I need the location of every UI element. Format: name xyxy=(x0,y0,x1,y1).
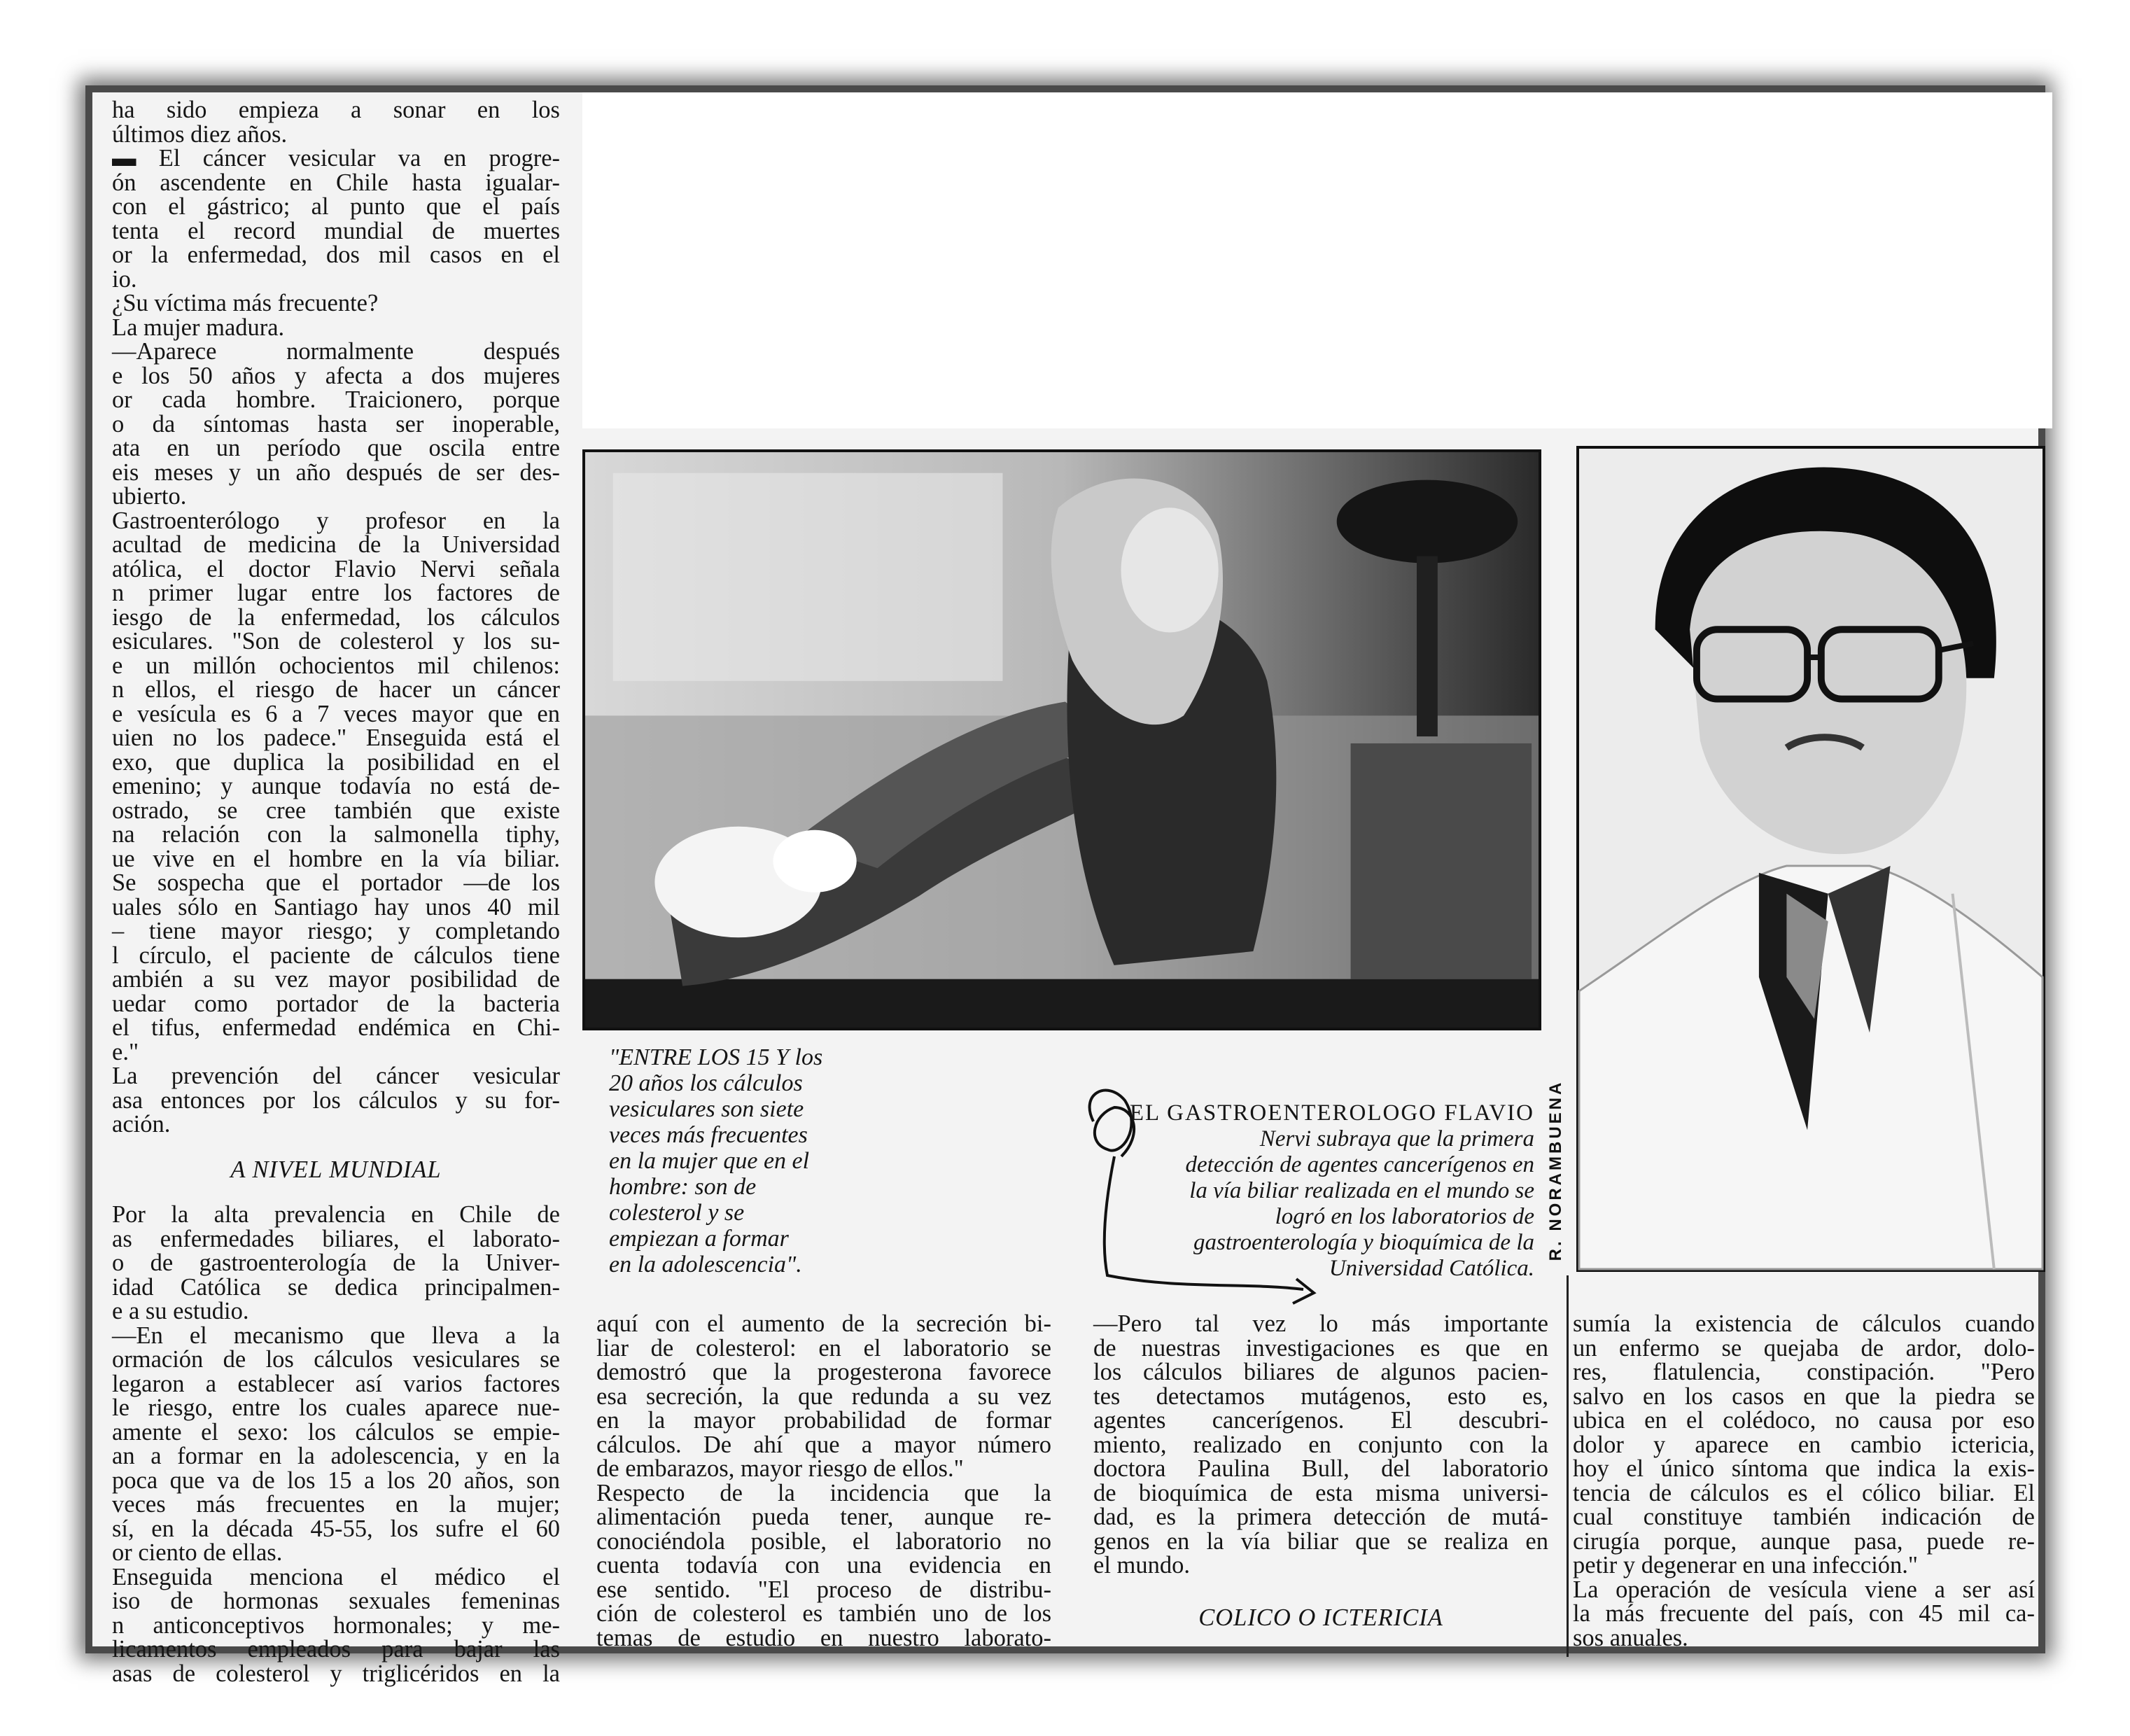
article-line: la más frecuente del país, con 45 mil ca- xyxy=(1573,1600,2035,1627)
article-line: —Aparece normalmente después xyxy=(112,338,560,365)
caption-line: la vía biliar realizada en el mundo se xyxy=(1189,1178,1534,1203)
article-line: cuenta todavía con una evidencia en xyxy=(596,1552,1051,1578)
article-line: le riesgo, entre los cuales aparece nue- xyxy=(112,1394,560,1421)
article-line: ostrado, se cree también que existe xyxy=(112,797,560,824)
article-line: Por la alta prevalencia en Chile de xyxy=(112,1201,560,1228)
article-line: cual constituye también indicación de xyxy=(1573,1504,2035,1530)
article-line: ambién a su vez mayor posibilidad de xyxy=(112,966,560,993)
article-line: an a formar en la adolescencia, y en la xyxy=(112,1443,560,1469)
photo-doctor-image xyxy=(1579,449,2043,1269)
article-line: aquí con el aumento de la secreción bi- xyxy=(596,1310,1051,1337)
article-line: miento, realizado en conjunto con la xyxy=(1093,1431,1548,1458)
article-line: de embarazos, mayor riesgo de ellos." xyxy=(596,1455,964,1482)
subhead-colico-o-ictericia: COLICO O ICTERICIA xyxy=(1198,1604,1443,1631)
article-column-4 xyxy=(1573,1312,2035,1650)
article-line: conociéndola posible, el laboratorio no xyxy=(596,1527,1051,1555)
article-line: de bioquímica de esta misma universi- xyxy=(1093,1479,1548,1506)
article-line: ata en un período que oscila entre xyxy=(112,435,560,461)
article-line: or ciento de ellas. xyxy=(112,1539,283,1566)
article-line: ha sido empieza a sonar en los xyxy=(112,97,560,123)
subhead-a-nivel-mundial: A NIVEL MUNDIAL xyxy=(230,1156,442,1183)
article-line: asas de colesterol y triglicéridos en la xyxy=(112,1660,560,1687)
article-line: idad Católica se dedica principalmen- xyxy=(112,1273,560,1301)
article-line: n anticonceptivos hormonales; y me- xyxy=(112,1611,560,1639)
caption-line: empiezan a formar xyxy=(609,1226,789,1252)
caption-line: 20 años los cálculos xyxy=(609,1070,803,1096)
article-line: salvo en los casos en que la piedra se xyxy=(1573,1382,2035,1410)
article-line: atólica, el doctor Flavio Nervi señala xyxy=(112,555,560,582)
article-line: Gastroenterólogo y profesor en la xyxy=(112,507,560,534)
col1b-text xyxy=(112,1203,560,1686)
article-line: eis meses y un año después de ser des- xyxy=(112,458,560,486)
photo-woman-image xyxy=(585,452,1539,1028)
article-line: – tiene mayor riesgo; y completando xyxy=(112,918,560,944)
article-line: en la mayor probabilidad de formar xyxy=(596,1407,1051,1434)
article-line: los cálculos biliares de algunos pacien- xyxy=(1093,1359,1548,1385)
article-line: genos en la vía biliar que se realiza en xyxy=(1093,1527,1548,1555)
article-line: licamentos empleados para bajar las xyxy=(112,1636,560,1662)
article-line: legaron a establecer así varios factores xyxy=(112,1370,560,1397)
photo-woman xyxy=(582,449,1541,1030)
article-line: amente el sexo: los cálculos se empie- xyxy=(112,1418,560,1446)
article-line: emenino; y aunque todavía no está de- xyxy=(112,773,560,799)
photo-doctor xyxy=(1576,446,2045,1272)
article-line: Enseguida menciona el médico el xyxy=(112,1563,560,1590)
article-line: ubica en el colédoco, no causa por eso xyxy=(1573,1407,2035,1434)
article-line: —Pero tal vez lo más importante xyxy=(1093,1310,1548,1337)
caption-line: EL GASTROENTEROLOGO FLAVIO xyxy=(1129,1100,1534,1126)
article-line: uedar como portador de la bacteria xyxy=(112,990,560,1017)
article-line: e." xyxy=(112,1038,139,1065)
article-line: hoy el único síntoma que indica la exis- xyxy=(1573,1455,2035,1482)
article-line: ón ascendente en Chile hasta igualar- xyxy=(112,169,560,196)
article-line: veces más frecuentes en la mujer; xyxy=(112,1491,560,1518)
article-line: io. xyxy=(112,265,137,293)
article-line: liar de colesterol: en el laboratorio se xyxy=(596,1334,1051,1362)
article-line: poca que va de los 15 a los 20 años, son xyxy=(112,1466,560,1494)
article-line: ¿Su víctima más frecuente? xyxy=(112,290,379,316)
article-line: cirugía porque, aunque pasa, puede re- xyxy=(1573,1527,2035,1555)
photo-credit xyxy=(1546,1030,1567,1310)
clipping-frame xyxy=(85,85,2045,1687)
article-line: e a su estudio. xyxy=(112,1298,249,1324)
article-line: el tifus, enfermedad endémica en Chi- xyxy=(112,1014,560,1041)
caption-line: colesterol y se xyxy=(609,1200,745,1226)
caption-line: Universidad Católica. xyxy=(1329,1256,1534,1281)
caption-woman xyxy=(609,1044,903,1278)
caption-line: veces más frecuentes xyxy=(609,1122,808,1148)
caption-line: vesiculares son siete xyxy=(609,1096,804,1122)
article-column-2 xyxy=(596,1312,1051,1650)
article-line: na relación con la salmonella tiphy, xyxy=(112,821,560,848)
caption-line: Nervi subraya que la primera xyxy=(1259,1126,1534,1152)
article-line: res, flatulencia, constipación. "Pero xyxy=(1573,1359,2035,1385)
article-line: or cada hombre. Traicionero, porque xyxy=(112,386,560,413)
article-line: l círculo, el paciente de cálculos tiene xyxy=(112,941,560,969)
article-line: un enfermo se quejaba de ardor, dolo- xyxy=(1573,1334,2035,1362)
caption-line: detección de agentes cancerígenos en xyxy=(1185,1152,1534,1177)
article-line: de nuestras investigaciones es que en xyxy=(1093,1334,1548,1362)
article-line: temas de estudio en nuestro laborato- xyxy=(596,1624,1051,1651)
article-line: tes detectamos mutágenos, esto es, xyxy=(1093,1382,1548,1410)
article-line: dolor y aparece en cambio ictericia, xyxy=(1573,1431,2035,1458)
article-line: Se sospecha que el portador —de los xyxy=(112,869,560,896)
article-line: alimentación pueda tener, aunque re- xyxy=(596,1504,1051,1530)
article-line: uien no los padece." Enseguida está el xyxy=(112,724,560,751)
article-line: con el gástrico; al punto que el país xyxy=(112,193,560,220)
article-line: demostró que la progesterona favorece xyxy=(596,1359,1051,1385)
article-line: cálculos. De ahí que a mayor número xyxy=(596,1431,1051,1458)
column-divider xyxy=(1567,1275,1569,1657)
caption-doctor xyxy=(1100,1100,1534,1282)
article-line: tencia de cálculos es el cólico biliar. El xyxy=(1573,1479,2035,1506)
article-line: e los 50 años y afecta a dos mujeres xyxy=(112,362,560,389)
article-line: ue vive en el hombre en la vía biliar. xyxy=(112,845,560,872)
article-line: ación. xyxy=(112,1111,171,1138)
article-line: dad, es la primera detección de mutá- xyxy=(1093,1504,1548,1530)
article-line: o de gastroenterología de la Univer- xyxy=(112,1250,560,1276)
article-line: sos anuales. xyxy=(1573,1624,1688,1651)
article-line: ción de colesterol es también uno de los xyxy=(596,1600,1051,1627)
article-line: o da síntomas hasta ser inoperable, xyxy=(112,410,560,438)
blank-paper-area xyxy=(582,92,2052,428)
article-line: esiculares. "Son de colesterol y los su- xyxy=(112,628,560,654)
caption-line: "ENTRE LOS 15 Y los xyxy=(609,1044,823,1070)
caption-line: en la mujer que en el xyxy=(609,1148,810,1174)
article-line: tenta el record mundial de muertes xyxy=(112,217,560,244)
article-line: sí, en la década 45-55, los sufre el 60 xyxy=(112,1515,560,1542)
article-line: agentes cancerígenos. El descubri- xyxy=(1093,1407,1548,1434)
article-line: La operación de vesícula viene a ser así xyxy=(1573,1576,2035,1603)
article-line: —En el mecanismo que lleva a la xyxy=(112,1322,560,1349)
article-line: doctora Paulina Bull, del laboratorio xyxy=(1093,1455,1548,1482)
article-line: sumía la existencia de cálculos cuando xyxy=(1573,1310,2035,1337)
article-line: asa entonces por los cálculos y su for- xyxy=(112,1086,560,1114)
article-line: ubierto. xyxy=(112,483,187,510)
article-line: acultad de medicina de la Universidad xyxy=(112,531,560,558)
article-column-1 xyxy=(112,98,560,1686)
article-line: La mujer madura. xyxy=(112,314,285,341)
article-line: Respecto de la incidencia que la xyxy=(596,1479,1051,1506)
article-line: ese sentido. "El proceso de distribu- xyxy=(596,1576,1051,1603)
article-line: ▬ El cáncer vesicular va en progre- xyxy=(112,145,560,172)
article-line: or la enfermedad, dos mil casos en el xyxy=(112,241,560,268)
article-line: e un millón ochocientos mil chilenos: xyxy=(112,652,560,679)
article-line: el mundo. xyxy=(1093,1552,1190,1578)
article-column-3 xyxy=(1093,1312,1548,1630)
article-line: n ellos, el riesgo de hacer un cáncer xyxy=(112,676,560,703)
article-line: La prevención del cáncer vesicular xyxy=(112,1063,560,1089)
article-line: iesgo de la enfermedad, los cálculos xyxy=(112,603,560,631)
article-line: e vesícula es 6 a 7 veces mayor que en xyxy=(112,700,560,727)
photo-credit-text: R. NORAMBUENA xyxy=(1546,1079,1565,1261)
caption-line: gastroenterología y bioquímica de la xyxy=(1193,1230,1534,1255)
article-line: n primer lugar entre los factores de xyxy=(112,580,560,606)
article-line: uales sólo en Santiago hay unos 40 mil xyxy=(112,893,560,920)
article-line: petir y degenerar en una infección." xyxy=(1573,1552,1919,1578)
caption-line: hombre: son de xyxy=(609,1174,757,1200)
article-line: exo, que duplica la posibilidad en el xyxy=(112,748,560,776)
caption-line: logró en los laboratorios de xyxy=(1275,1204,1534,1229)
article-line: esa secreción, la que redunda a su vez xyxy=(596,1382,1051,1410)
col3-text xyxy=(1093,1312,1548,1578)
article-line: últimos diez años. xyxy=(112,120,288,148)
caption-line: en la adolescencia". xyxy=(609,1252,802,1278)
article-line: as enfermedades biliares, el laborato- xyxy=(112,1225,560,1252)
article-line: iso de hormonas sexuales femeninas xyxy=(112,1588,560,1614)
col1-text xyxy=(112,98,560,1137)
article-line: ormación de los cálculos vesiculares se xyxy=(112,1346,560,1373)
